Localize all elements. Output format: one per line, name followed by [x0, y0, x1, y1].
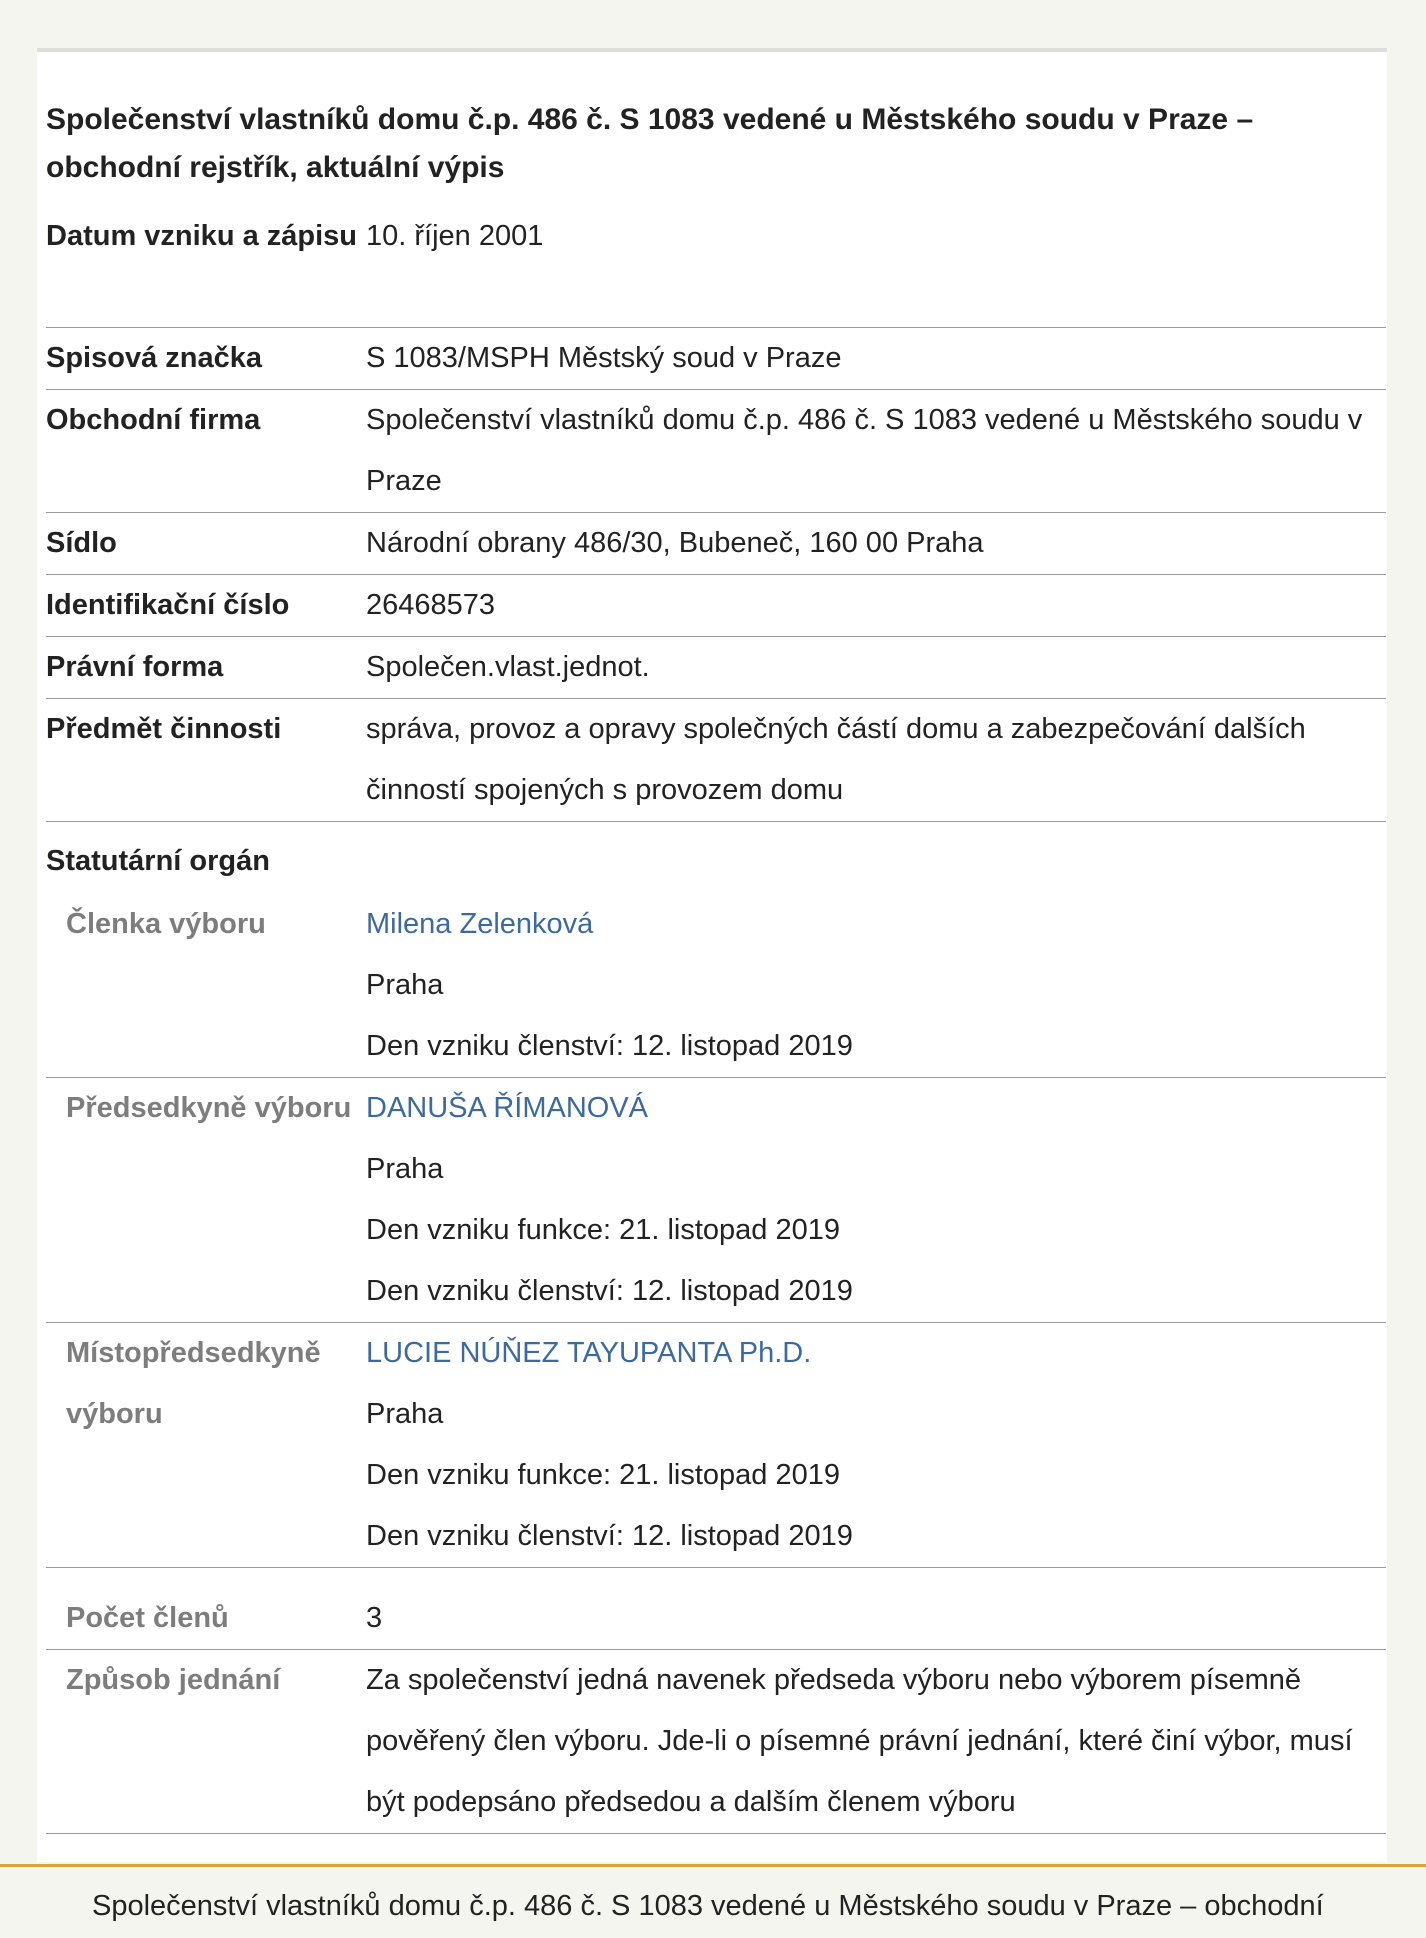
member-detail: Den vzniku funkce: 21. listopad 2019 [366, 1459, 840, 1491]
member-detail: Den vzniku členství: 12. listopad 2019 [366, 1030, 853, 1062]
row-file-number [46, 328, 1386, 390]
member-role: Členka výboru [66, 908, 266, 940]
member-details [366, 894, 1386, 1077]
row-legal-form [46, 637, 1386, 699]
row-value: 26468573 [366, 589, 496, 621]
footer-title: Společenství vlastníků domu č.p. 486 č. S 1083 vedené u Městského soudu v Praze – obchodní [92, 1890, 1324, 1922]
row-value: S 1083/MSPH Městský soud v Praze [366, 342, 842, 374]
member-row [46, 1323, 1386, 1568]
row-label: Způsob jednání [66, 1664, 281, 1696]
row-business-activity [46, 699, 1386, 822]
footer-divider [0, 1864, 1426, 1867]
row-value: Za společenství jedná navenek předseda výboru nebo výborem písemně pověřený člen výboru. Jde-li o písemné právní jednání, které činí výbor, musí být podepsáno předsedou a dalším členem výboru [366, 1664, 1353, 1818]
row-member-count [46, 1568, 1386, 1650]
row-label: Počet členů [66, 1602, 229, 1634]
row-value: Společenství vlastníků domu č.p. 486 č. S 1083 vedené u Městského soudu v Praze [366, 404, 1363, 497]
member-details [366, 1323, 1386, 1567]
member-role: Předsedkyně výboru [66, 1092, 352, 1124]
row-label: Datum vzniku a zápisu [46, 220, 358, 252]
member-role: Místopředsedkyně výboru [66, 1337, 321, 1430]
row-label: Identifikační číslo [46, 589, 290, 621]
row-label: Předmět činnosti [46, 713, 282, 745]
row-manner-of-conduct [46, 1650, 1386, 1834]
section-heading-statutory-body: Statutární orgán [46, 845, 270, 877]
member-name-link[interactable]: LUCIE NÚŇEZ TAYUPANTA Ph.D. [366, 1337, 812, 1369]
row-value: správa, provoz a opravy společných částí domu a zabezpečování dalších činností spojených s provozem domu [366, 713, 1306, 806]
row-id-number [46, 575, 1386, 637]
member-city: Praha [366, 1153, 444, 1185]
row-value: 10. říjen 2001 [366, 220, 544, 252]
member-city: Praha [366, 1398, 444, 1430]
page-title: Společenství vlastníků domu č.p. 486 č. S 1083 vedené u Městského soudu v Praze – obchodní rejstřík, aktuální výpis [46, 103, 1254, 184]
member-detail: Den vzniku členství: 12. listopad 2019 [366, 1275, 853, 1307]
row-business-name [46, 390, 1386, 513]
row-value: 3 [366, 1602, 383, 1634]
row-label: Obchodní firma [46, 404, 261, 436]
row-founding-date [46, 206, 1386, 328]
member-city: Praha [366, 969, 444, 1001]
registry-extract [46, 206, 1386, 1834]
member-row [46, 894, 1386, 1078]
row-label: Spisová značka [46, 342, 262, 374]
row-label: Právní forma [46, 651, 224, 683]
member-detail: Den vzniku členství: 12. listopad 2019 [366, 1520, 853, 1552]
member-detail: Den vzniku funkce: 21. listopad 2019 [366, 1214, 840, 1246]
member-details [366, 1078, 1386, 1322]
member-row [46, 1078, 1386, 1323]
member-name-link[interactable]: DANUŠA ŘÍMANOVÁ [366, 1092, 648, 1124]
row-value: Národní obrany 486/30, Bubeneč, 160 00 Praha [366, 527, 984, 559]
row-value: Společen.vlast.jednot. [366, 651, 650, 683]
member-name-link[interactable]: Milena Zelenková [366, 908, 594, 940]
row-registered-office [46, 513, 1386, 575]
row-label: Sídlo [46, 527, 117, 559]
